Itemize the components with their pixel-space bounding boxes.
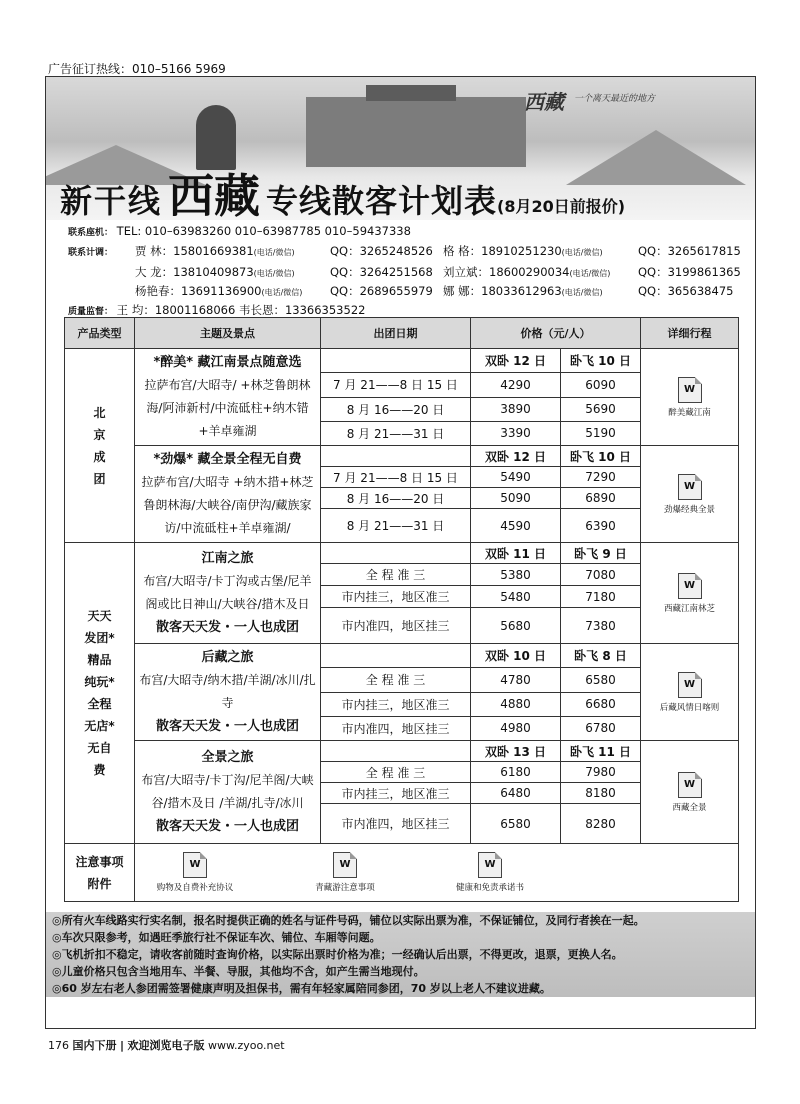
table-cell: 7380 [561,608,641,644]
table-cell: 全 程 准 三 [321,668,471,692]
table-cell: 市内准四，地区挂三 [321,608,471,644]
table-cell: 7 月 21——8 日 15 日 [321,467,471,488]
note-item: ◎60 岁左右老人参团需签署健康声明及担保书，需有年轻家属陪同参团，70 岁以上老人不建议进藏。 [52,982,551,995]
category-daily: 天天发团*精品纯玩*全程无店*无自费 [65,543,135,844]
title-note: (8月20日前报价) [497,197,626,216]
table-cell: 市内准四，地区挂三 [321,716,471,740]
ad-hotline: 广告征订热线：010–5166 5969 [48,62,226,76]
banner-slogan: 一个离天最近的地方 [574,94,656,104]
word-doc-icon[interactable]: W [678,474,702,500]
table-row [65,644,739,668]
route-cell: 后藏之旅 布宫/大昭寺/纳木措/羊湖/冰川/扎寺 散客天天发・一人也成团 [135,644,321,741]
table-cell: 6580 [561,668,641,692]
title-suffix: 专线散客计划表 [266,182,498,220]
table-cell: 双卧 13 日 [471,741,561,762]
table-cell: 双卧 10 日 [471,644,561,668]
table-cell: 4980 [471,716,561,740]
table-cell: 8 月 21——31 日 [321,509,471,543]
itinerary-doc-cell[interactable]: W 醉美藏江南 [641,349,739,446]
table-cell: 8 月 16——20 日 [321,397,471,421]
table-cell: 卧飞 11 日 [561,741,641,762]
table-cell: 卧飞 10 日 [561,446,641,467]
table-cell: 3890 [471,397,561,421]
itinerary-doc-cell[interactable]: W 劲爆经典全景 [641,446,739,543]
table-cell: 6780 [561,716,641,740]
attachment-item[interactable]: W 青藏游注意事项 [275,852,415,893]
attachment-item[interactable]: W 购物及自费补充协议 [135,852,255,893]
table-cell: 3390 [471,421,561,445]
page-title [60,160,625,226]
table-header-row [65,318,739,349]
table-cell: 4590 [471,509,561,543]
table-cell: 6580 [471,804,561,844]
table-cell: 市内挂三，地区准三 [321,783,471,804]
table-cell: 5490 [471,467,561,488]
category-attachments: 注意事项附件 [65,844,135,902]
contact-phones: TEL: 010–63983260 010–63987785 010–59437338 [116,224,411,238]
table-cell: 5090 [471,488,561,509]
table-cell: 7 月 21——8 日 15 日 [321,373,471,397]
route-cell: 全景之旅 布宫/大昭寺/卡丁沟/尼羊阁/大峡谷/措木及日 /羊湖/扎寺/冰川 散客天天发・一人也成团 [135,741,321,844]
table-cell: 6680 [561,692,641,716]
table-cell: 6390 [561,509,641,543]
word-doc-icon[interactable]: W [333,852,357,878]
page-footer [48,1037,285,1053]
planner-row: 大 龙：13810409873(电话/微信) QQ：3264251568 刘立斌：18600290034(电话/微信) QQ：3199861365 [135,265,741,279]
table-row [65,446,739,467]
table-cell: 卧飞 9 日 [561,543,641,564]
table-row [65,349,739,373]
table-cell: 8180 [561,783,641,804]
table-cell: 7180 [561,586,641,608]
table-row [65,741,739,762]
notes-panel [46,912,755,997]
word-doc-icon[interactable]: W [678,672,702,698]
footer-separator: | [120,1039,125,1052]
title-prefix: 新干线 [60,182,163,220]
table-cell: 6480 [471,783,561,804]
footer-section: 国内下册 [72,1039,117,1052]
table-cell: 5690 [561,397,641,421]
table-cell: 卧飞 8 日 [561,644,641,668]
planner-label: 联系计调： [68,248,114,258]
table-cell: 8 月 21——31 日 [321,421,471,445]
contact-label: 联系座机： [68,228,114,238]
footer-text: 欢迎浏览电子版 [127,1039,205,1052]
header-price: 价格（元/人） [471,318,641,349]
table-cell: 5380 [471,564,561,586]
route-cell: *劲爆* 藏全景全程无自费 拉萨布宫/大昭寺 +纳木措+林芝鲁朗林海/大峡谷/南伊沟/藏族家访/中流砥柱+羊卓雍湖/ [135,446,321,543]
table-cell: 7290 [561,467,641,488]
table-cell: 6890 [561,488,641,509]
potala-palace-shape [306,97,526,167]
table-cell: 双卧 12 日 [471,349,561,373]
note-item: ◎飞机折扣不稳定，请收客前随时查询价格，以实际出票时价格为准；一经确认后出票，不得更改，退票，更换人名。 [52,948,623,961]
table-cell: 6090 [561,373,641,397]
banner-logo: 西藏 [524,90,564,114]
table-cell: 5190 [561,421,641,445]
table-cell: 5480 [471,586,561,608]
note-item: ◎车次只限参考，如遇旺季旅行社不保证车次、铺位、车厢等问题。 [52,931,381,944]
word-doc-icon[interactable]: W [183,852,207,878]
table-cell: 8 月 16——20 日 [321,488,471,509]
table-cell: 市内挂三，地区准三 [321,586,471,608]
itinerary-doc-cell[interactable]: W 后藏风情日喀则 [641,644,739,741]
tour-plan-table [64,317,739,902]
header-date: 出团日期 [321,318,471,349]
table-cell: 卧飞 10 日 [561,349,641,373]
footer-url[interactable]: www.zyoo.net [208,1039,285,1052]
table-cell: 4290 [471,373,561,397]
attachments-row [65,844,739,902]
table-cell: 4780 [471,668,561,692]
category-beijing: 北京成团 [65,349,135,543]
table-cell: 4880 [471,692,561,716]
word-doc-icon[interactable]: W [678,573,702,599]
table-cell: 全 程 准 三 [321,762,471,783]
table-cell: 8280 [561,804,641,844]
route-cell: 江南之旅 布宫/大昭寺/卡丁沟或古堡/尼羊阁或比日神山/大峡谷/措木及日 散客天天发・一人也成团 [135,543,321,644]
header-theme: 主题及景点 [135,318,321,349]
contact-phones-row [68,224,411,238]
page-number: 176 [48,1039,69,1052]
table-cell: 市内准四，地区挂三 [321,804,471,844]
quality-contacts: 王 均：18001168066 韦长恩：13366353522 [116,303,366,317]
table-cell: 6180 [471,762,561,783]
table-cell: 双卧 11 日 [471,543,561,564]
note-item: ◎所有火车线路实行实名制，报名时提供正确的姓名与证件号码，铺位以实际出票为准，不保证铺位，及同行者挨在一起。 [52,914,645,927]
table-cell: 市内挂三，地区准三 [321,692,471,716]
table-row [65,543,739,564]
word-doc-icon[interactable]: W [478,852,502,878]
table-cell: 5680 [471,608,561,644]
table-cell: 7980 [561,762,641,783]
quality-row: 质量监督： 王 均：18001168066 韦长恩：13366353522 [68,303,366,317]
header-product-type: 产品类型 [65,318,135,349]
itinerary-doc-cell[interactable]: W 西藏全景 [641,741,739,844]
attachment-item[interactable]: W 健康和免责承诺书 [420,852,560,893]
planner-row: 杨艳春：13691136900(电话/微信) QQ：2689655979 娜 娜：18033612963(电话/微信) QQ：365638475 [135,284,734,298]
title-main: 西藏 [168,169,261,223]
header-itinerary: 详细行程 [641,318,739,349]
word-doc-icon[interactable]: W [678,772,702,798]
planner-row: 贾 林：15801669381(电话/微信) QQ：3265248526 格 格：18910251230(电话/微信) QQ：3265617815 [135,244,741,258]
table-cell: 双卧 12 日 [471,446,561,467]
word-doc-icon[interactable]: W [678,377,702,403]
itinerary-doc-cell[interactable]: W 西藏江南林芝 [641,543,739,644]
table-cell: 全 程 准 三 [321,564,471,586]
note-item: ◎儿童价格只包含当地用车、半餐、导服，其他均不含，如产生需当地现付。 [52,965,425,978]
route-cell: *醉美* 藏江南景点随意选 拉萨布宫/大昭寺/ +林芝鲁朗林海/阿沛新村/中流砥柱+纳木错+羊卓雍湖 [135,349,321,446]
table-cell: 7080 [561,564,641,586]
